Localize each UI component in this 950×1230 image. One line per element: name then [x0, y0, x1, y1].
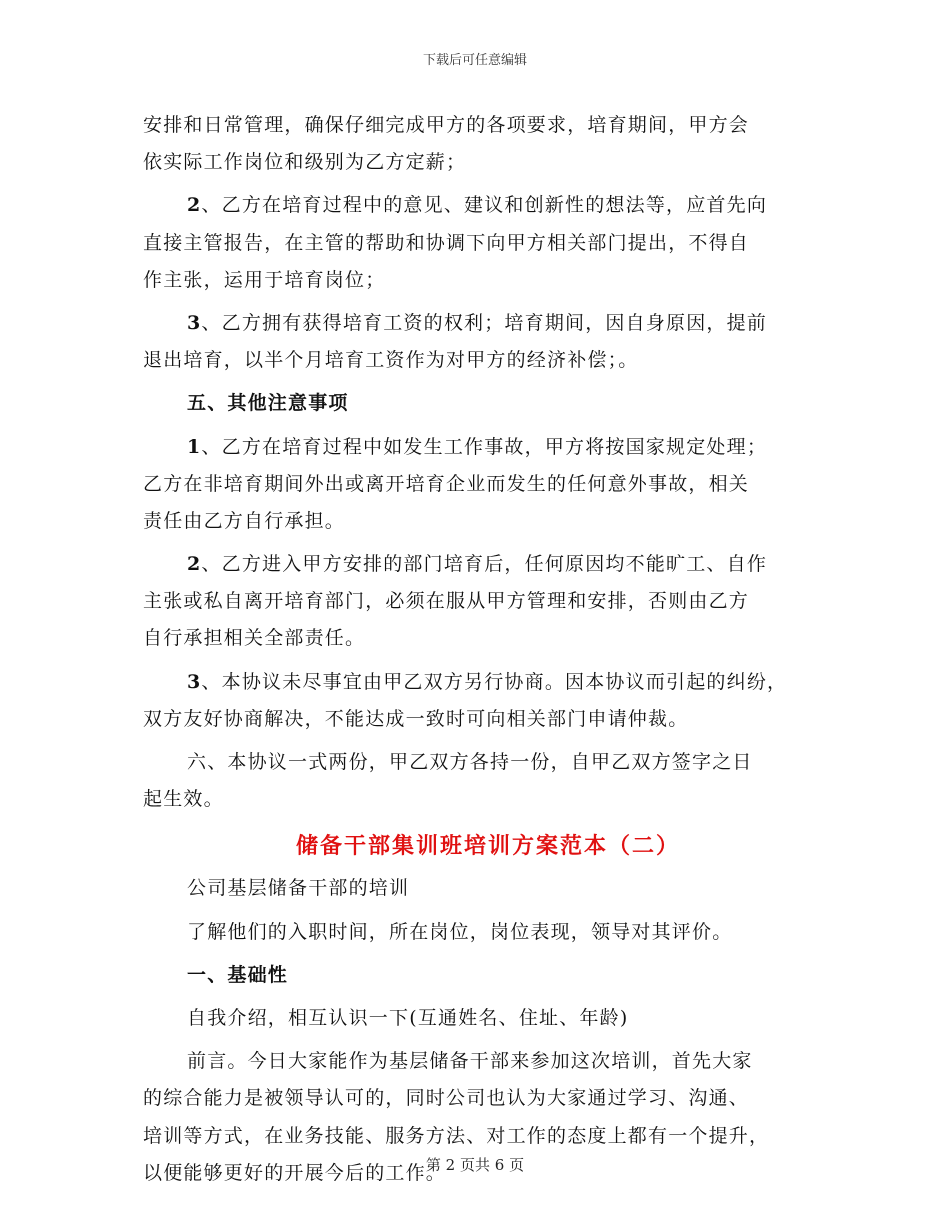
section-title: 储备干部集训班培训方案范本（二）	[295, 833, 680, 860]
paragraph-line: 作主张，运用于培育岗位；	[143, 268, 386, 291]
page-footer-number: 第 2 页共 6 页	[425, 1156, 525, 1174]
paragraph-line: 了解他们的入职时间，所在岗位，岗位表现，领导对其评价。	[187, 920, 733, 943]
paragraph-line: 起生效。	[143, 788, 224, 811]
section-heading: 一、基础性	[187, 963, 289, 986]
paragraph-line: 乙方在非培育期间外出或离开培育企业而发生的任何意外事故，相关	[143, 472, 750, 495]
paragraph-line: 自行承担相关全部责任。	[143, 627, 366, 650]
paragraph-line: 直接主管报告，在主管的帮助和协调下向甲方相关部门提出，不得自	[143, 231, 750, 254]
paragraph-line: 依实际工作岗位和级别为乙方定薪；	[143, 151, 467, 174]
paragraph-line: 的综合能力是被领导认可的，同时公司也认为大家通过学习、沟通、	[143, 1087, 750, 1110]
paragraph-line	[143, 187, 813, 224]
paragraph-line: 主张或私自离开培育部门，必须在服从甲方管理和安排，否则由乙方	[143, 590, 750, 613]
item-text: 、乙方进入甲方安排的部门培育后，任何原因均不能旷工、自作	[201, 553, 768, 576]
paragraph-line	[143, 305, 813, 342]
item-text: 、乙方在培育过程中如发生工作事故，甲方将按国家规定处理；	[201, 435, 768, 458]
item-text: 、乙方在培育过程中的意见、建议和创新性的想法等，应首先向	[201, 194, 768, 217]
paragraph-line: 前言。今日大家能作为基层储备干部来参加这次培训，首先大家	[187, 1050, 753, 1073]
paragraph-line: 六、本协议一式两份，甲乙双方各持一份，自甲乙双方签字之日	[187, 751, 753, 773]
item-number: 2	[187, 553, 202, 576]
item-number: 1	[187, 435, 202, 458]
paragraph-line: 公司基层储备干部的培训	[187, 877, 410, 900]
item-number: 2	[187, 194, 202, 217]
document-body	[143, 107, 813, 1192]
section-heading: 五、其他注意事项	[187, 392, 349, 415]
paragraph-line: 培训等方式，在业务技能、服务方法、对工作的态度上都有一个提升，	[143, 1124, 770, 1147]
paragraph-line: 退出培育，以半个月培育工资作为对甲方的经济补偿；。	[143, 349, 639, 372]
paragraph-line: 双方友好协商解决，不能达成一致时可向相关部门申请仲裁。	[143, 707, 689, 730]
paragraph-line: 自我介绍，相互认识一下(互通姓名、住址、年龄)	[187, 1006, 629, 1029]
item-number: 3	[187, 670, 202, 693]
paragraph-line	[143, 546, 813, 583]
paragraph-line	[143, 429, 813, 466]
item-text: 、乙方拥有获得培育工资的权利；培育期间，因自身原因，提前	[201, 311, 768, 334]
paragraph-line: 安排和日常管理，确保仔细完成甲方的各项要求，培育期间，甲方会	[143, 114, 750, 136]
item-text: 、本协议未尽事宜由甲乙双方另行协商。因本协议而引起的纠纷，	[201, 670, 788, 693]
paragraph-line: 以便能够更好的开展今后的工作。	[143, 1161, 447, 1184]
item-number: 3	[187, 311, 202, 334]
paragraph-line	[143, 664, 813, 701]
page-header-note: 下载后可任意编辑	[422, 53, 527, 68]
paragraph-line: 责任由乙方自行承担。	[143, 509, 346, 532]
